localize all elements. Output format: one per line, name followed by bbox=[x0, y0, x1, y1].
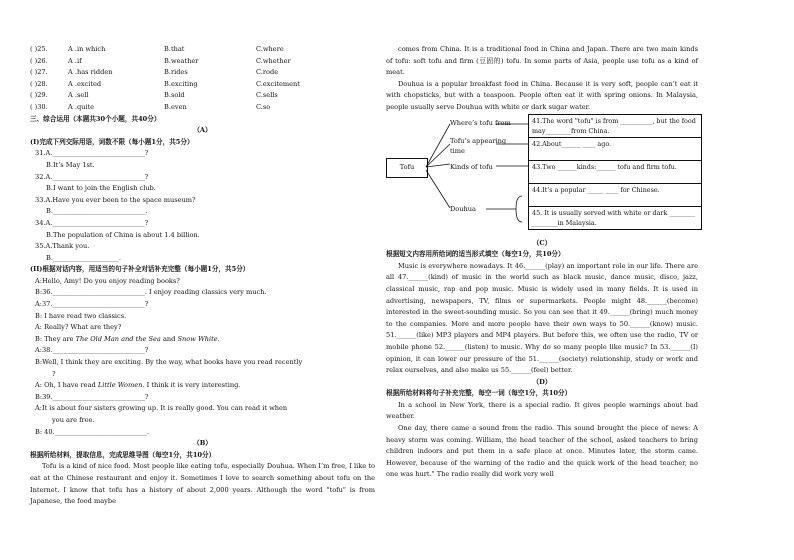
question-number: ( )27. bbox=[30, 68, 48, 77]
dialogue-line: A:Hello, Amy! Do you enjoy reading books? bbox=[35, 276, 180, 285]
dialogue-line: A:37.____________________________? bbox=[35, 300, 149, 309]
passage-b-douhua: Douhua is a popular breakfast food in China. Because it is very soft, people can’t eat it with chopsticks, but with a teaspoon. People often eat it with spring onions. In Malaysia, people usually serve Douhua with white or dark sugar water. bbox=[386, 79, 698, 111]
option-c: C.where bbox=[256, 45, 284, 53]
question-32: 32.A.____________________________? bbox=[35, 172, 149, 181]
question-number: ( )29. bbox=[30, 91, 48, 100]
mind-map-branch: Tofu’s appearing time bbox=[450, 136, 507, 155]
part-d-label: （D） bbox=[532, 377, 552, 386]
dialogue-text: A: Oh, I have read bbox=[35, 381, 98, 390]
dialogue-line: ? bbox=[52, 369, 56, 378]
passage-d-paragraph: In a school in New York, there is a special radio. It gives people warnings about bad weather. bbox=[386, 400, 698, 421]
part-d-instruction: 根据所给材料将句子补充完整，每空一词（每空1分，共10分） bbox=[386, 389, 572, 398]
part-c-instruction: 根据短文内容用所给词的适当形式填空（每空1分，共10分） bbox=[386, 250, 565, 259]
option-b: B.sold bbox=[164, 91, 185, 100]
option-a: A .has ridden bbox=[68, 68, 113, 77]
dialogue-line bbox=[30, 334, 375, 346]
passage-b-paragraph: Tofu is a kind of nice food. Most people like eating tofu, especially Douhua. When I’m free, I like to eat at the Chinese restaurant and enjoy it. Sometimes I love to search something about tofu on the Internet. I know that tofu has a history of about 2,000 years. Although the word "tofu" is from Japanese, the food maybe bbox=[30, 462, 375, 506]
mind-map-center: Tofu bbox=[386, 158, 428, 178]
dialogue-text: and bbox=[160, 334, 178, 343]
dialogue-line: B:Well, I think they are exciting. By the way, what books have you read recently bbox=[35, 358, 303, 367]
passage-b-continued: comes from China. It is a traditional food in China and Japan. There are two main kinds of tofu: soft tofu and firm (豆固的) tofu. In some parts of Asia, people use tofu as a kind of meat. bbox=[386, 45, 698, 77]
blank-45[interactable]: 45. It is usually served with white or dark ________ ________in Malaysia. bbox=[532, 208, 695, 227]
option-a: A .quite bbox=[68, 102, 95, 111]
question-number: ( )26. bbox=[30, 56, 48, 65]
dialogue-text: . bbox=[217, 334, 220, 343]
tofu-mind-map bbox=[386, 114, 698, 238]
question-number: ( )28. bbox=[30, 79, 48, 88]
option-b: B.weather bbox=[164, 56, 199, 65]
question-35: 35.A.Thank you. bbox=[35, 242, 90, 251]
choice-row bbox=[30, 67, 375, 79]
mind-map-branch: Douhua bbox=[450, 204, 476, 213]
blank-41[interactable]: 41.The word "tofu" is from __________, but the food may________from China. bbox=[529, 115, 701, 138]
part-c-label: （C） bbox=[532, 238, 552, 247]
answer-33: B.____________________________. bbox=[46, 207, 148, 216]
choice-list bbox=[30, 44, 375, 114]
choice-row bbox=[30, 90, 375, 102]
dialogue-text: B: They are bbox=[35, 334, 76, 343]
part-a-label: （A） bbox=[193, 126, 212, 135]
mind-map-answer-table bbox=[528, 114, 702, 230]
choice-row bbox=[30, 44, 375, 56]
dialogue-line: A: Really? What are they? bbox=[35, 323, 122, 332]
dialogue-line: B: 40.____________________________. bbox=[35, 427, 150, 436]
answer-32: B.I want to join the English club. bbox=[46, 184, 156, 193]
blank-42[interactable]: 42.About______ ____ ago. bbox=[529, 138, 701, 161]
book-title: Little Women bbox=[97, 381, 143, 390]
option-b: B.exciting bbox=[164, 79, 198, 88]
dialogue-line: A:It is about four sisters growing up. It is really good. You can read it when bbox=[35, 404, 288, 413]
answer-31: B.It’s May 1st. bbox=[46, 160, 95, 169]
option-a: A .excited bbox=[68, 79, 102, 88]
dialogue-line: B:39.____________________________? bbox=[35, 392, 149, 401]
choice-row bbox=[30, 102, 375, 114]
option-b: B.rides bbox=[164, 68, 188, 77]
dialogue-line: B: I have read two classics. bbox=[35, 311, 127, 320]
part-b-instruction: 根据所给材料，提取信息，完成思维导图（每空1分，共10分） bbox=[30, 450, 216, 459]
answer-34: B.The population of China is about 1.4 billion. bbox=[46, 230, 200, 239]
part-a-instruction-1: (I)完成下列交际用语，词数不限（每小题1分，共5分） bbox=[30, 137, 194, 146]
option-c: C.whether bbox=[256, 56, 291, 65]
blank-43[interactable]: 43.Two ______kinds:______ tofu and firm tofu. bbox=[529, 161, 701, 184]
question-34: 34.A.____________________________? bbox=[35, 218, 149, 227]
passage-d-paragraph: One day, there came a sound from the radio. This sound brought the piece of news: A heavy storm was coming. William, the head teacher of the school, asked teachers to bring children indoors and put them in a safe place at once. Minutes later, the storm came. However, because of the warning of the radio and the quick work of the head teacher, no one was hurt." The radio really did work very well bbox=[386, 424, 698, 479]
left-column bbox=[30, 44, 375, 508]
option-b: B.even bbox=[164, 102, 187, 111]
dialogue-text: . I think it is very interesting. bbox=[142, 381, 241, 390]
dialogue-line: A:38.____________________________? bbox=[35, 346, 149, 355]
dialogue-line bbox=[30, 380, 375, 392]
part-b-label: （B） bbox=[193, 439, 212, 448]
dialogue-line: you are free. bbox=[52, 416, 95, 424]
blank-44[interactable]: 44.It’s a popular _____ ____ for Chinese. bbox=[529, 184, 701, 207]
option-c: C.sells bbox=[256, 91, 278, 100]
right-column bbox=[386, 44, 698, 481]
book-title: Snow White bbox=[177, 334, 218, 343]
book-title: The Old Man and the Sea bbox=[75, 334, 161, 343]
choice-row bbox=[30, 79, 375, 91]
option-c: C.excitement bbox=[256, 79, 300, 88]
question-33: 33.A.Have you ever been to the space museum? bbox=[35, 195, 196, 204]
choice-row bbox=[30, 56, 375, 68]
question-31: 31.A.____________________________? bbox=[35, 149, 149, 158]
mind-map-branch: Where’s tofu from bbox=[450, 118, 511, 127]
option-a: A .in which bbox=[68, 45, 106, 53]
option-c: C.rode bbox=[256, 68, 279, 77]
option-a: A .if bbox=[68, 56, 82, 65]
question-number: ( )30. bbox=[30, 102, 48, 111]
part-a-instruction-2: (II)根据对话内容，用适当的句子补全对话补充完整（每小题1分，共5分） bbox=[30, 265, 250, 274]
mind-map-branch: Kinds of tofu bbox=[450, 162, 493, 171]
option-b: B.that bbox=[164, 45, 185, 53]
answer-35: B.____________________. bbox=[46, 253, 121, 262]
dialogue-line: B:36.____________________________. I enjoy reading classics very much. bbox=[35, 288, 267, 297]
option-c: C.so bbox=[256, 102, 271, 111]
section-heading: 三、综合运用（本题共30个小题，共40分） bbox=[30, 114, 161, 123]
question-number: ( )25. bbox=[30, 45, 48, 53]
option-a: A .sell bbox=[68, 91, 89, 100]
passage-c: Music is everywhere nowadays. It 46.______(play) an important role in our life. There are all 47.______(kind) of music in the world such as black music, dance music, disco, jazz, classical music, rap and pop music. Music is widely used in many fields. It is used in advertising, newspapers, TV, films or supermarkets. People might 48.______(become) interested in the sweet-sounding music. So you can see that it 49.______(bring) much money to the companies. More and more people have their own ways to 50.______(know) music. 51.______(like) MP3 players and MP4 players. But before this, we often use the radio, TV or mobile phone 52.______(listen) to music. Why do so many people like music? In 53.______(I) opinion, it can lower our pressure of the 51.______(society) relationship, study or work and relax ourselves, and also make us 55.______(feel) better. bbox=[386, 261, 698, 375]
